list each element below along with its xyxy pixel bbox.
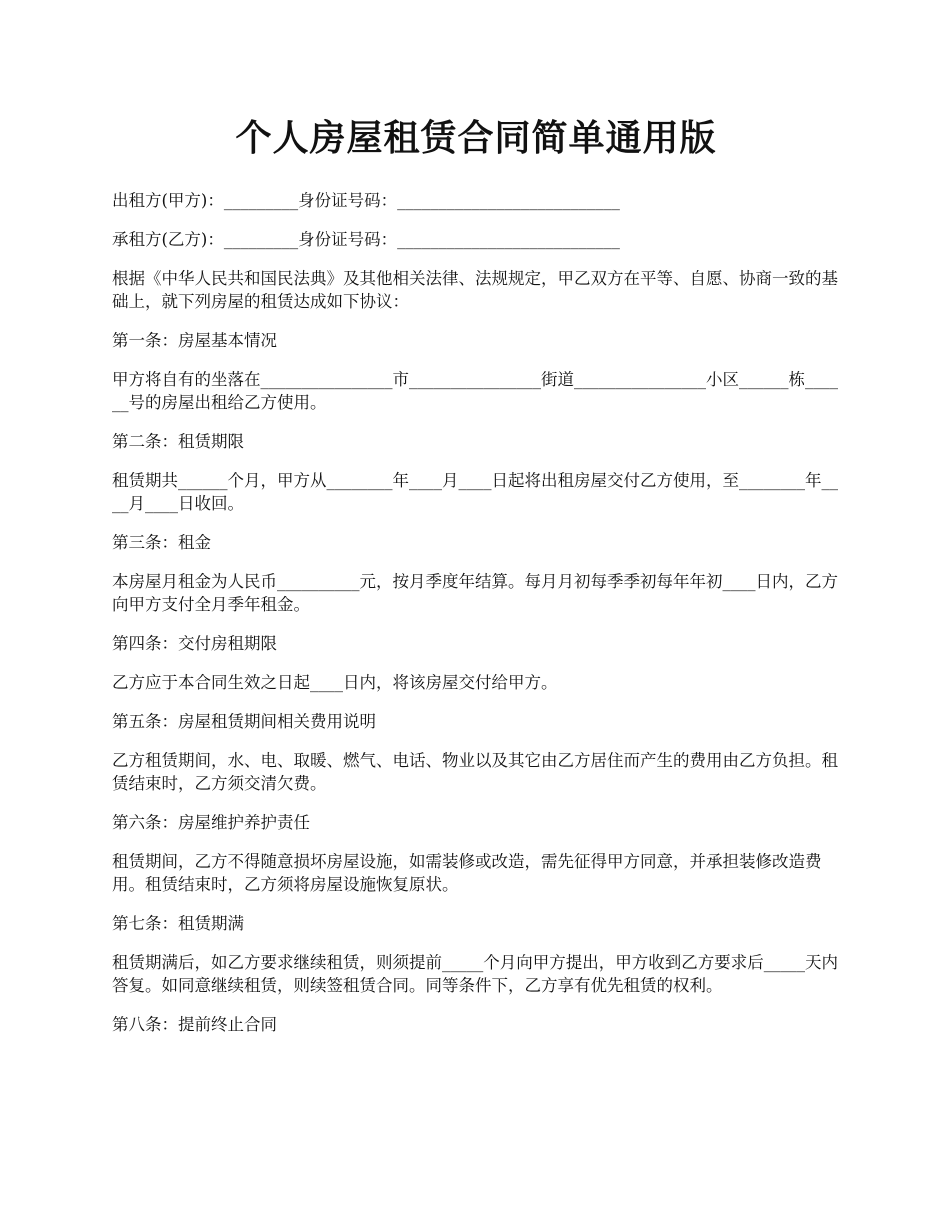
section-heading-2: 第二条：租赁期限 xyxy=(112,432,244,451)
section-body-4: 乙方应于本合同生效之日起____日内，将该房屋交付给甲方。 xyxy=(112,673,558,692)
section-body-1: 甲方将自有的坐落在________________市________________街道________________小区______栋______号的房屋出租给乙方使用。 xyxy=(112,370,838,412)
section-heading-6: 第六条：房屋维护养护责任 xyxy=(112,813,310,832)
section-body-2: 租赁期共______个月，甲方从________年____月____日起将出租房屋交付乙方使用，至________年____月____日收回。 xyxy=(112,471,838,513)
section-heading-4: 第四条：交付房租期限 xyxy=(112,634,277,653)
document-title: 个人房屋租赁合同简单通用版 xyxy=(235,117,717,159)
lessor-line: 出租方(甲方)：_________身份证号码：___________________________ xyxy=(112,191,620,210)
document-page xyxy=(112,110,840,1052)
section-heading-5: 第五条：房屋租赁期间相关费用说明 xyxy=(112,712,376,731)
section-heading-7: 第七条：租赁期满 xyxy=(112,914,244,933)
section-heading-8: 第八条：提前终止合同 xyxy=(112,1015,277,1034)
preamble: 根据《中华人民共和国民法典》及其他相关法律、法规规定，甲乙双方在平等、自愿、协商一致的基础上，就下列房屋的租赁达成如下协议： xyxy=(112,269,838,311)
section-body-7: 租赁期满后，如乙方要求继续租赁，则须提前_____个月向甲方提出，甲方收到乙方要求后_____天内答复。如同意继续租赁，则续签租赁合同。同等条件下，乙方享有优先租赁的权利。 xyxy=(112,953,838,995)
section-heading-1: 第一条：房屋基本情况 xyxy=(112,331,277,350)
lessee-line: 承租方(乙方)：_________身份证号码：___________________________ xyxy=(112,230,620,249)
section-body-5: 乙方租赁期间，水、电、取暖、燃气、电话、物业以及其它由乙方居住而产生的费用由乙方负担。租赁结束时，乙方须交清欠费。 xyxy=(112,751,838,793)
section-body-3: 本房屋月租金为人民币__________元，按月季度年结算。每月月初每季季初每年年初____日内，乙方向甲方支付全月季年租金。 xyxy=(112,572,838,614)
section-heading-3: 第三条：租金 xyxy=(112,533,211,552)
section-body-6: 租赁期间，乙方不得随意损坏房屋设施，如需装修或改造，需先征得甲方同意，并承担装修改造费用。租赁结束时，乙方须将房屋设施恢复原状。 xyxy=(112,852,822,894)
